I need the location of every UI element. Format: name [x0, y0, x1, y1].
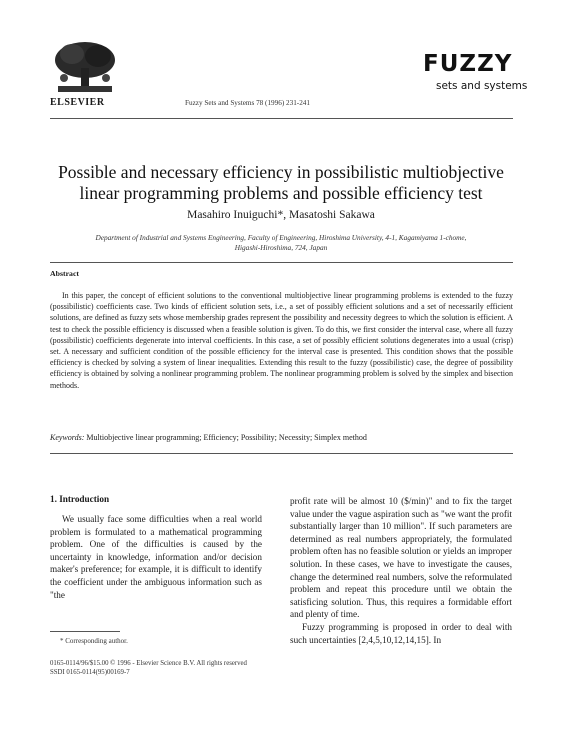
publisher-name: ELSEVIER [50, 97, 105, 108]
journal-logo-word: FUZZY [423, 51, 513, 77]
article-title [40, 162, 522, 204]
abstract-top-rule [50, 262, 513, 263]
abstract-bottom-rule [50, 453, 513, 454]
keywords [50, 433, 513, 442]
keywords-label: Keywords: [50, 433, 85, 442]
affiliation-line-2: Higashi-Hiroshima, 724, Japan [234, 243, 328, 252]
intro-paragraph-2: Fuzzy programming is proposed in order to deal with such uncertainties [2,4,5,10,12,14,15]. In [290, 621, 512, 645]
intro-paragraph-1: We usually face some difficulties when a real world problem is formulated to a mathematical programming problem. One of the difficulties is caused by the uncertainty in knowledge, information and/or decision maker's preference; for example, it is difficult to identify the coefficient under the ambiguous information such as "the [50, 514, 262, 600]
author-affiliation [60, 233, 502, 253]
abstract-text: In this paper, the concept of efficient solutions to the conventional multiobjective linear programming problems is extended to the fuzzy (possibilistic) coefficients case. Two kinds of efficient solution sets, i.e., a set of possibly efficient solutions and a set of necessarily efficient solutions, are defined as fuzzy sets whose membership grades represent the possibility and necessity degrees to which the solution is efficient. A test to check the possible efficiency is discussed when a feasible solution is given. To do this, we first consider the interval case, where all fuzzy (possibilistic) coefficients degenerate into interval coefficients. In this case, a set of possibly efficient solutions degenerates into a usual (crisp) set. A necessary and sufficient condition of the possible efficiency for the interval case is presented. This condition shows that the possible efficiency is checked by solving a system of linear inequalities. Extending this result to the fuzzy (possibilistic) case, the degree of possibility efficiency is obtained by solving a nonlinear programming problem. The nonlinear programming problem is solved by the simplex and bisection methods. [50, 291, 513, 390]
journal-logo-subtitle: sets and systems [436, 80, 528, 92]
keywords-list: Multiobjective linear programming; Efficiency; Possibility; Necessity; Simplex method [86, 433, 367, 442]
title-line-1: Possible and necessary efficiency in possibilistic multiobjective [58, 162, 504, 182]
title-line-2: linear programming problems and possible efficiency test [79, 183, 483, 203]
journal-reference: Fuzzy Sets and Systems 78 (1996) 231-241 [185, 99, 310, 107]
affiliation-line-1: Department of Industrial and Systems Engineering, Faculty of Engineering, Hiroshima University, 4-1, Kagamiyama 1-chome, [95, 233, 467, 242]
abstract-heading: Abstract [50, 269, 80, 278]
left-column [50, 513, 262, 601]
ssdi-line: SSDI 0165-0114(95)00169-7 [50, 669, 130, 676]
copyright-line: 0165-0114/96/$15.00 © 1996 - Elsevier Science B.V. All rights reserved [50, 660, 247, 667]
intro-paragraph-continued: profit rate will be almost 10 ($/min)" and to fix the target value under the vague aspiration such as "we want the profit substantially larger than 10 million". If such parameters are determined as real numbers appropriately, the formulated problem often has no feasible solution or yields an improper solution. In these cases, we have to investigate the causes, change the determined real numbers, solve the reformulated problem and repeat this procedure until we obtain the satisficing solution. Thus, this requires a formidable effort and plenty of time. [290, 496, 512, 620]
right-column [290, 495, 512, 646]
elsevier-tree-logo [50, 38, 120, 96]
copyright-info [50, 659, 247, 677]
footnote-rule [50, 631, 120, 632]
article-authors: Masahiro Inuiguchi*, Masatoshi Sakawa [187, 209, 375, 221]
footnote-corresponding-author: * Corresponding author. [60, 637, 128, 645]
section-heading-introduction: 1. Introduction [50, 494, 110, 504]
header-rule [50, 118, 513, 119]
